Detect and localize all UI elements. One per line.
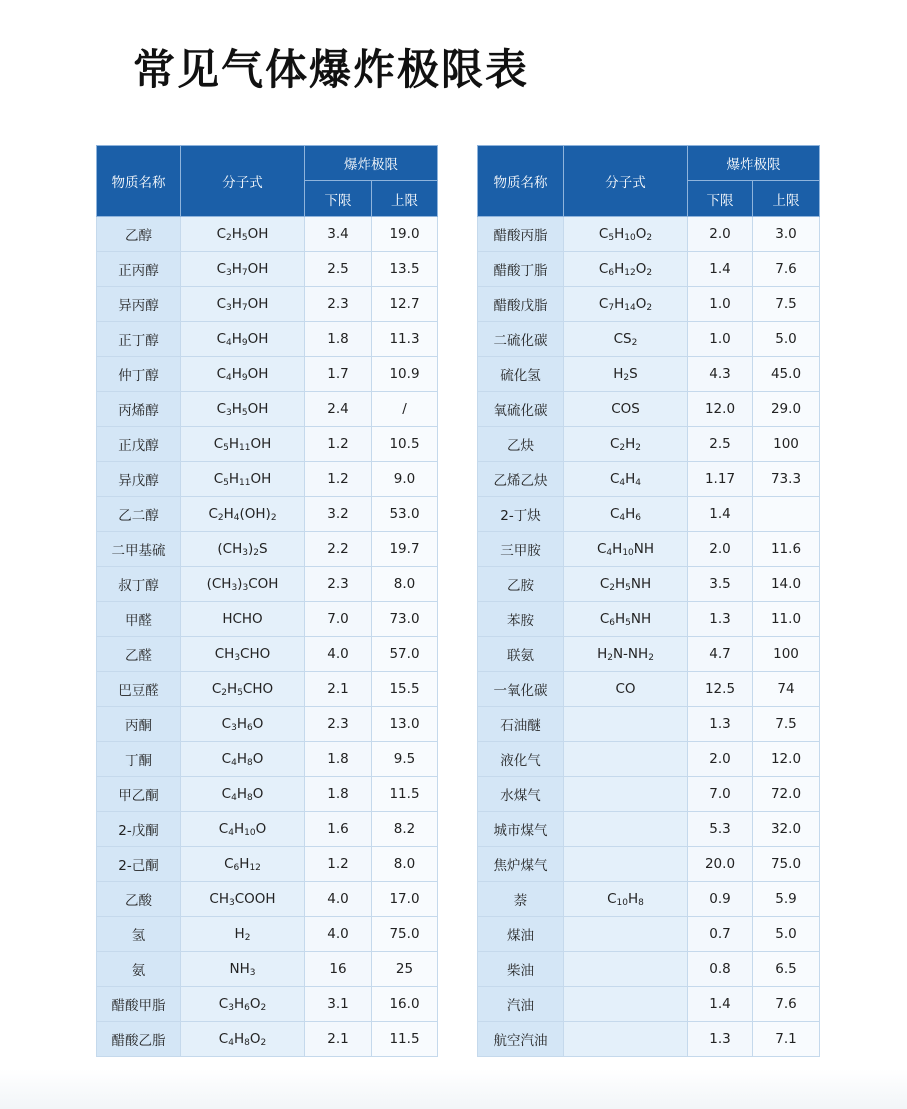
molecular-formula (564, 742, 688, 777)
substance-name: 一氧化碳 (478, 672, 564, 707)
lower-limit: 3.2 (305, 497, 372, 532)
upper-limit: 75.0 (372, 917, 438, 952)
table-row (97, 812, 438, 847)
molecular-formula: $C_3H_5OH$ (181, 392, 305, 427)
substance-name: 2-丁炔 (478, 497, 564, 532)
header-formula: 分子式 (564, 146, 688, 217)
upper-limit: 8.0 (372, 847, 438, 882)
substance-name: 异戊醇 (97, 462, 181, 497)
lower-limit: 2.4 (305, 392, 372, 427)
molecular-formula: $H_2S$ (564, 357, 688, 392)
table-row (97, 532, 438, 567)
upper-limit: 100 (753, 637, 820, 672)
upper-limit: 3.0 (753, 217, 820, 252)
lower-limit: 0.9 (688, 882, 753, 917)
molecular-formula: $C_7H_{14}O_2$ (564, 287, 688, 322)
substance-name: 醋酸甲脂 (97, 987, 181, 1022)
lower-limit: 4.7 (688, 637, 753, 672)
lower-limit: 0.7 (688, 917, 753, 952)
molecular-formula: $CS_2$ (564, 322, 688, 357)
molecular-formula: $NH_3$ (181, 952, 305, 987)
lower-limit: 1.8 (305, 322, 372, 357)
table-row (478, 952, 820, 987)
molecular-formula: $C_3H_6O$ (181, 707, 305, 742)
substance-name: 航空汽油 (478, 1022, 564, 1057)
table-row (97, 952, 438, 987)
table-row (478, 602, 820, 637)
lower-limit: 7.0 (305, 602, 372, 637)
substance-name: 水煤气 (478, 777, 564, 812)
molecular-formula: $C_5H_{11}OH$ (181, 462, 305, 497)
table-row (97, 602, 438, 637)
lower-limit: 1.2 (305, 427, 372, 462)
lower-limit: 2.3 (305, 287, 372, 322)
substance-name: 正戊醇 (97, 427, 181, 462)
substance-name: 仲丁醇 (97, 357, 181, 392)
substance-name: 异丙醇 (97, 287, 181, 322)
substance-name: 巴豆醛 (97, 672, 181, 707)
lower-limit: 16 (305, 952, 372, 987)
table-row (478, 882, 820, 917)
lower-limit: 1.0 (688, 287, 753, 322)
substance-name: 2-戊酮 (97, 812, 181, 847)
lower-limit: 1.17 (688, 462, 753, 497)
upper-limit: 17.0 (372, 882, 438, 917)
lower-limit: 1.6 (305, 812, 372, 847)
table-row (478, 812, 820, 847)
lower-limit: 12.0 (688, 392, 753, 427)
upper-limit: 16.0 (372, 987, 438, 1022)
molecular-formula: $C_4H_4$ (564, 462, 688, 497)
lower-limit: 2.0 (688, 532, 753, 567)
table-row (97, 742, 438, 777)
lower-limit: 12.5 (688, 672, 753, 707)
lower-limit: 1.7 (305, 357, 372, 392)
upper-limit: 7.1 (753, 1022, 820, 1057)
table-row (97, 427, 438, 462)
lower-limit: 1.3 (688, 707, 753, 742)
molecular-formula: $C_4H_8O_2$ (181, 1022, 305, 1057)
molecular-formula (564, 777, 688, 812)
substance-name: 乙酸 (97, 882, 181, 917)
lower-limit: 0.8 (688, 952, 753, 987)
molecular-formula: $C_4H_{10}O$ (181, 812, 305, 847)
substance-name: 醋酸乙脂 (97, 1022, 181, 1057)
molecular-formula: $(CH_3)_3COH$ (181, 567, 305, 602)
table-row (97, 1022, 438, 1057)
upper-limit: 5.0 (753, 322, 820, 357)
molecular-formula: $C_3H_6O_2$ (181, 987, 305, 1022)
table-row (478, 1022, 820, 1057)
molecular-formula: $C_3H_7OH$ (181, 287, 305, 322)
table-row (478, 777, 820, 812)
molecular-formula: $(CH_3)_2S$ (181, 532, 305, 567)
substance-name: 苯胺 (478, 602, 564, 637)
substance-name: 乙二醇 (97, 497, 181, 532)
lower-limit: 4.0 (305, 637, 372, 672)
table-row (97, 777, 438, 812)
upper-limit: 57.0 (372, 637, 438, 672)
upper-limit: 32.0 (753, 812, 820, 847)
upper-limit: 72.0 (753, 777, 820, 812)
substance-name: 汽油 (478, 987, 564, 1022)
table-row (97, 497, 438, 532)
gas-table-right (477, 145, 820, 1057)
substance-name: 二甲基硫 (97, 532, 181, 567)
substance-name: 石油醚 (478, 707, 564, 742)
upper-limit: 19.7 (372, 532, 438, 567)
substance-name: 焦炉煤气 (478, 847, 564, 882)
lower-limit: 3.5 (688, 567, 753, 602)
header-upper: 上限 (372, 181, 438, 217)
substance-name: 氨 (97, 952, 181, 987)
molecular-formula: $C_4H_{10}NH$ (564, 532, 688, 567)
table-row (97, 847, 438, 882)
upper-limit: 13.0 (372, 707, 438, 742)
molecular-formula: $H_2$ (181, 917, 305, 952)
lower-limit: 1.3 (688, 602, 753, 637)
table-row (478, 847, 820, 882)
upper-limit: 14.0 (753, 567, 820, 602)
molecular-formula: $C_5H_{11}OH$ (181, 427, 305, 462)
molecular-formula: $C_4H_8O$ (181, 742, 305, 777)
header-upper: 上限 (753, 181, 820, 217)
substance-name: 萘 (478, 882, 564, 917)
molecular-formula: $C_6H_5NH$ (564, 602, 688, 637)
table-row (97, 882, 438, 917)
molecular-formula: CO (564, 672, 688, 707)
molecular-formula: COS (564, 392, 688, 427)
table-row (478, 287, 820, 322)
header-explosion-limit: 爆炸极限 (688, 146, 820, 181)
header-formula: 分子式 (181, 146, 305, 217)
substance-name: 煤油 (478, 917, 564, 952)
upper-limit: 6.5 (753, 952, 820, 987)
molecular-formula (564, 952, 688, 987)
substance-name: 乙炔 (478, 427, 564, 462)
table-row (97, 322, 438, 357)
table-row (97, 917, 438, 952)
substance-name: 氢 (97, 917, 181, 952)
upper-limit (753, 497, 820, 532)
table-row (97, 357, 438, 392)
table-row (478, 637, 820, 672)
lower-limit: 1.0 (688, 322, 753, 357)
table-row (97, 987, 438, 1022)
molecular-formula (564, 812, 688, 847)
table-row (478, 427, 820, 462)
upper-limit: 8.0 (372, 567, 438, 602)
molecular-formula: $CH_3CHO$ (181, 637, 305, 672)
molecular-formula: $CH_3COOH$ (181, 882, 305, 917)
upper-limit: 10.9 (372, 357, 438, 392)
substance-name: 醋酸丁脂 (478, 252, 564, 287)
lower-limit: 1.4 (688, 497, 753, 532)
substance-name: 甲醛 (97, 602, 181, 637)
upper-limit: 19.0 (372, 217, 438, 252)
header-name: 物质名称 (97, 146, 181, 217)
molecular-formula: $C_6H_{12}O_2$ (564, 252, 688, 287)
lower-limit: 1.4 (688, 252, 753, 287)
lower-limit: 5.3 (688, 812, 753, 847)
substance-name: 丁酮 (97, 742, 181, 777)
lower-limit: 2.0 (688, 742, 753, 777)
lower-limit: 4.0 (305, 882, 372, 917)
lower-limit: 2.3 (305, 567, 372, 602)
molecular-formula: $C_5H_{10}O_2$ (564, 217, 688, 252)
bottom-fade (0, 1069, 907, 1109)
lower-limit: 2.3 (305, 707, 372, 742)
upper-limit: 9.0 (372, 462, 438, 497)
substance-name: 醋酸戊脂 (478, 287, 564, 322)
substance-name: 乙胺 (478, 567, 564, 602)
lower-limit: 1.3 (688, 1022, 753, 1057)
upper-limit: 53.0 (372, 497, 438, 532)
table-row (97, 637, 438, 672)
molecular-formula: $C_2H_2$ (564, 427, 688, 462)
upper-limit: 15.5 (372, 672, 438, 707)
upper-limit: 11.6 (753, 532, 820, 567)
upper-limit: 11.0 (753, 602, 820, 637)
lower-limit: 4.3 (688, 357, 753, 392)
table-row (478, 987, 820, 1022)
upper-limit: 75.0 (753, 847, 820, 882)
upper-limit: 9.5 (372, 742, 438, 777)
molecular-formula: $C_4H_9OH$ (181, 322, 305, 357)
molecular-formula (564, 1022, 688, 1057)
molecular-formula (564, 987, 688, 1022)
upper-limit: 45.0 (753, 357, 820, 392)
substance-name: 叔丁醇 (97, 567, 181, 602)
table-row (478, 252, 820, 287)
upper-limit: 73.0 (372, 602, 438, 637)
upper-limit: 11.3 (372, 322, 438, 357)
substance-name: 二硫化碳 (478, 322, 564, 357)
lower-limit: 2.0 (688, 217, 753, 252)
lower-limit: 2.5 (688, 427, 753, 462)
upper-limit: / (372, 392, 438, 427)
molecular-formula: $C_2H_5OH$ (181, 217, 305, 252)
upper-limit: 7.5 (753, 707, 820, 742)
table-row (478, 217, 820, 252)
molecular-formula: $C_2H_4(OH)_2$ (181, 497, 305, 532)
gas-table-left (96, 145, 438, 1057)
lower-limit: 1.4 (688, 987, 753, 1022)
lower-limit: 1.8 (305, 742, 372, 777)
lower-limit: 2.2 (305, 532, 372, 567)
table-row (478, 567, 820, 602)
upper-limit: 7.5 (753, 287, 820, 322)
molecular-formula: $C_3H_7OH$ (181, 252, 305, 287)
upper-limit: 5.9 (753, 882, 820, 917)
molecular-formula (564, 847, 688, 882)
lower-limit: 7.0 (688, 777, 753, 812)
table-row (97, 217, 438, 252)
molecular-formula: $C_2H_5NH$ (564, 567, 688, 602)
substance-name: 丙烯醇 (97, 392, 181, 427)
substance-name: 丙酮 (97, 707, 181, 742)
substance-name: 城市煤气 (478, 812, 564, 847)
lower-limit: 2.1 (305, 1022, 372, 1057)
substance-name: 甲乙酮 (97, 777, 181, 812)
table-row (478, 497, 820, 532)
upper-limit: 100 (753, 427, 820, 462)
table-row (478, 322, 820, 357)
substance-name: 乙醇 (97, 217, 181, 252)
upper-limit: 73.3 (753, 462, 820, 497)
upper-limit: 25 (372, 952, 438, 987)
header-explosion-limit: 爆炸极限 (305, 146, 438, 181)
substance-name: 2-己酮 (97, 847, 181, 882)
substance-name: 联氨 (478, 637, 564, 672)
substance-name: 正丁醇 (97, 322, 181, 357)
table-row (97, 672, 438, 707)
lower-limit: 4.0 (305, 917, 372, 952)
substance-name: 三甲胺 (478, 532, 564, 567)
upper-limit: 11.5 (372, 1022, 438, 1057)
upper-limit: 7.6 (753, 987, 820, 1022)
lower-limit: 3.1 (305, 987, 372, 1022)
molecular-formula: $C_{10}H_8$ (564, 882, 688, 917)
molecular-formula: $C_2H_5CHO$ (181, 672, 305, 707)
table-row (478, 742, 820, 777)
table-row (97, 252, 438, 287)
page-title: 常见气体爆炸极限表 (133, 45, 530, 94)
substance-name: 正丙醇 (97, 252, 181, 287)
upper-limit: 74 (753, 672, 820, 707)
header-name: 物质名称 (478, 146, 564, 217)
molecular-formula: $C_4H_8O$ (181, 777, 305, 812)
upper-limit: 10.5 (372, 427, 438, 462)
header-lower: 下限 (305, 181, 372, 217)
substance-name: 氧硫化碳 (478, 392, 564, 427)
lower-limit: 3.4 (305, 217, 372, 252)
substance-name: 醋酸丙脂 (478, 217, 564, 252)
table-row (478, 672, 820, 707)
lower-limit: 1.2 (305, 847, 372, 882)
upper-limit: 29.0 (753, 392, 820, 427)
molecular-formula (564, 707, 688, 742)
molecular-formula: $C_6H_{12}$ (181, 847, 305, 882)
table-row (478, 392, 820, 427)
lower-limit: 1.8 (305, 777, 372, 812)
upper-limit: 13.5 (372, 252, 438, 287)
substance-name: 液化气 (478, 742, 564, 777)
substance-name: 硫化氢 (478, 357, 564, 392)
table-row (97, 392, 438, 427)
molecular-formula (564, 917, 688, 952)
molecular-formula: $C_4H_9OH$ (181, 357, 305, 392)
lower-limit: 2.1 (305, 672, 372, 707)
table-row (97, 462, 438, 497)
molecular-formula: HCHO (181, 602, 305, 637)
upper-limit: 11.5 (372, 777, 438, 812)
upper-limit: 5.0 (753, 917, 820, 952)
substance-name: 乙烯乙炔 (478, 462, 564, 497)
lower-limit: 20.0 (688, 847, 753, 882)
table-row (97, 707, 438, 742)
header-lower: 下限 (688, 181, 753, 217)
upper-limit: 12.7 (372, 287, 438, 322)
upper-limit: 8.2 (372, 812, 438, 847)
lower-limit: 2.5 (305, 252, 372, 287)
table-row (97, 567, 438, 602)
upper-limit: 12.0 (753, 742, 820, 777)
table-row (478, 462, 820, 497)
table-row (478, 357, 820, 392)
substance-name: 乙醛 (97, 637, 181, 672)
molecular-formula: $H_2N-NH_2$ (564, 637, 688, 672)
table-row (97, 287, 438, 322)
upper-limit: 7.6 (753, 252, 820, 287)
molecular-formula: $C_4H_6$ (564, 497, 688, 532)
lower-limit: 1.2 (305, 462, 372, 497)
table-row (478, 532, 820, 567)
substance-name: 柴油 (478, 952, 564, 987)
table-row (478, 707, 820, 742)
table-row (478, 917, 820, 952)
